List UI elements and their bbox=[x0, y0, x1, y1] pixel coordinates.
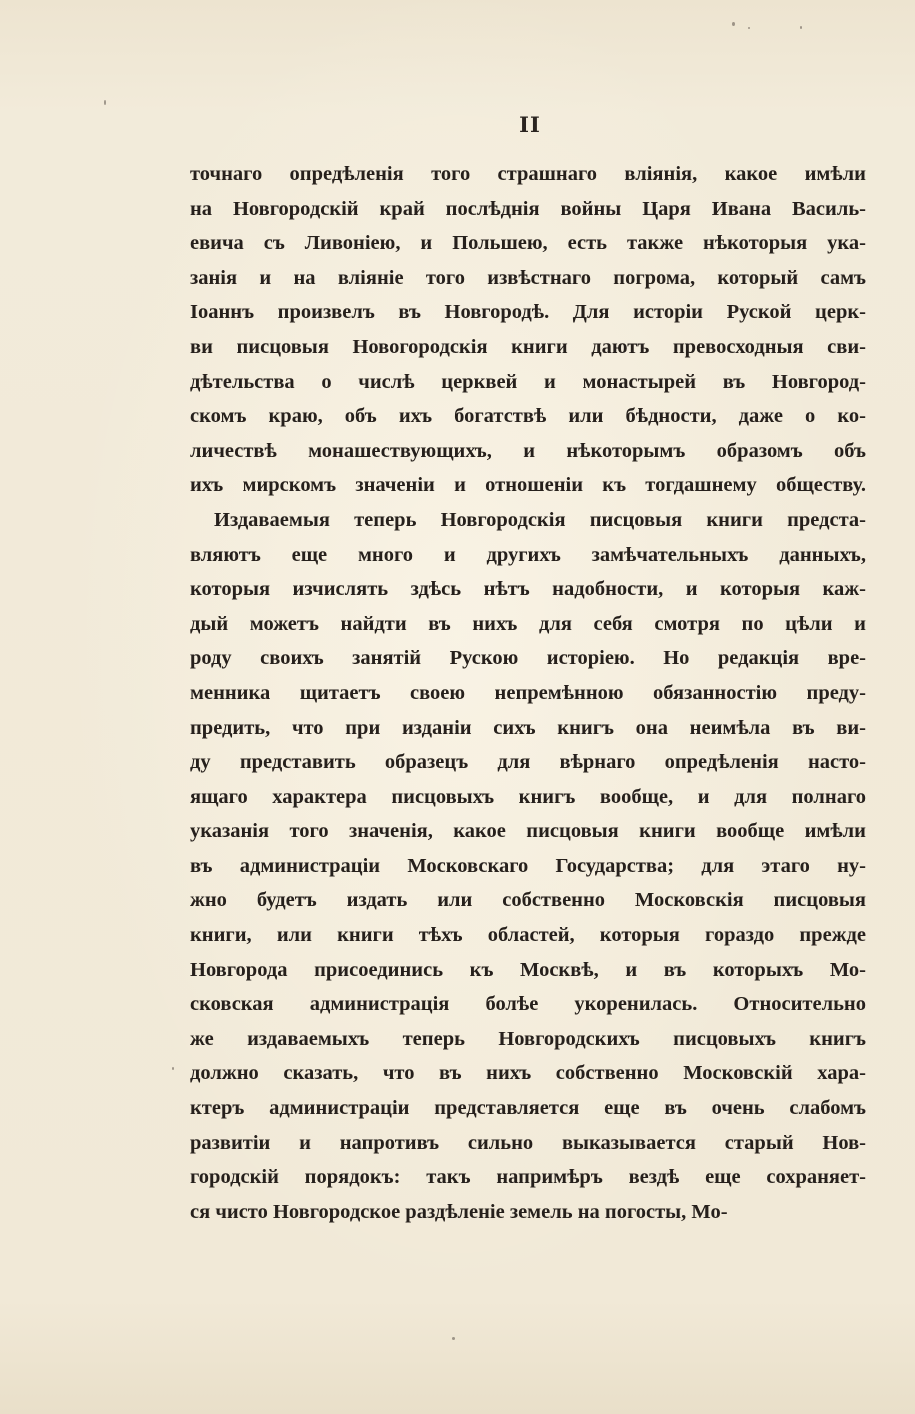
text-line: скомъ краю, объ ихъ богатствѣ или бѣдности, даже о ко- bbox=[190, 405, 866, 428]
text-line: сковская администрація болѣе укоренилась. Относительно bbox=[190, 993, 866, 1016]
text-line: занія и на вліяніе того извѣстнаго погрома, который самъ bbox=[190, 266, 866, 289]
text-line: менника щитаетъ своею непремѣнною обязанностію преду- bbox=[190, 681, 866, 704]
text-line: ихъ мирскомъ значеніи и отношеніи къ тогдашнему обществу. bbox=[190, 474, 866, 497]
text-line: евича съ Ливоніею, и Польшею, есть также нѣкоторыя ука- bbox=[190, 232, 866, 255]
text-line: ду представить образецъ для вѣрнаго опредѣленія насто- bbox=[190, 751, 866, 774]
text-line: дый можетъ найдти въ нихъ для себя смотря по цѣли и bbox=[190, 612, 866, 635]
text-line: вляютъ еще много и другихъ замѣчательныхъ данныхъ, bbox=[190, 543, 866, 566]
text-line: въ администраціи Московскаго Государства; для этаго ну- bbox=[190, 854, 866, 877]
text-line: жно будетъ издать или собственно Московскія писцовыя bbox=[190, 889, 866, 912]
text-line: Іоаннъ произвелъ въ Новгородѣ. Для исторіи Руской церк- bbox=[190, 301, 866, 324]
paper-speck bbox=[732, 22, 735, 26]
text-line: на Новгородскій край послѣднія войны Царя Ивана Василь- bbox=[190, 197, 866, 220]
text-line: дѣтельства о числѣ церквей и монастырей въ Новгород- bbox=[190, 370, 866, 393]
text-line: ктеръ администраціи представляется еще въ очень слабомъ bbox=[190, 1097, 866, 1120]
paper-speck bbox=[748, 27, 750, 29]
paper-speck bbox=[452, 1337, 455, 1340]
page-number: II bbox=[519, 112, 541, 137]
text-line: личествѣ монашествующихъ, и нѣкоторымъ образомъ объ bbox=[190, 439, 866, 462]
text-line: должно сказать, что въ нихъ собственно Московскій хара- bbox=[190, 1062, 866, 1085]
text-line: точнаго опредѣленія того страшнаго вліянія, какое имѣли bbox=[190, 163, 866, 185]
text-line: Издаваемыя теперь Новгородскія писцовыя книги предста- bbox=[214, 508, 866, 531]
text-line: предить, что при изданіи сихъ книгъ она неимѣла въ ви- bbox=[190, 716, 866, 739]
paper-speck bbox=[172, 1067, 174, 1070]
text-line: развитіи и напротивъ сильно выказывается старый Нов- bbox=[190, 1131, 866, 1154]
text-line: которыя изчислять здѣсь нѣтъ надобности, и которыя каж- bbox=[190, 578, 866, 601]
text-line: городскій порядокъ: такъ напримѣръ вездѣ еще сохраняет- bbox=[190, 1166, 866, 1189]
paper-speck bbox=[104, 100, 106, 105]
text-line: Новгорода присоединись къ Москвѣ, и въ которыхъ Мо- bbox=[190, 958, 866, 981]
text-line: ся чисто Новгородское раздѣленіе земель на погосты, Мо- bbox=[190, 1200, 728, 1223]
text-line: роду своихъ занятій Рускою исторіею. Но редакція вре- bbox=[190, 647, 866, 670]
paper-speck bbox=[800, 26, 802, 29]
text-line: указанія того значенія, какое писцовыя книги вообще имѣли bbox=[190, 820, 866, 843]
text-line: ви писцовыя Новогородскія книги даютъ превосходныя сви- bbox=[190, 335, 866, 358]
body-text bbox=[190, 157, 866, 1229]
text-line: книги, или книги тѣхъ областей, которыя гораздо прежде bbox=[190, 924, 866, 947]
text-line: же издаваемыхъ теперь Новгородскихъ писцовыхъ книгъ bbox=[190, 1027, 866, 1050]
text-line: ящаго характера писцовыхъ книгъ вообще, и для полнаго bbox=[190, 785, 866, 808]
